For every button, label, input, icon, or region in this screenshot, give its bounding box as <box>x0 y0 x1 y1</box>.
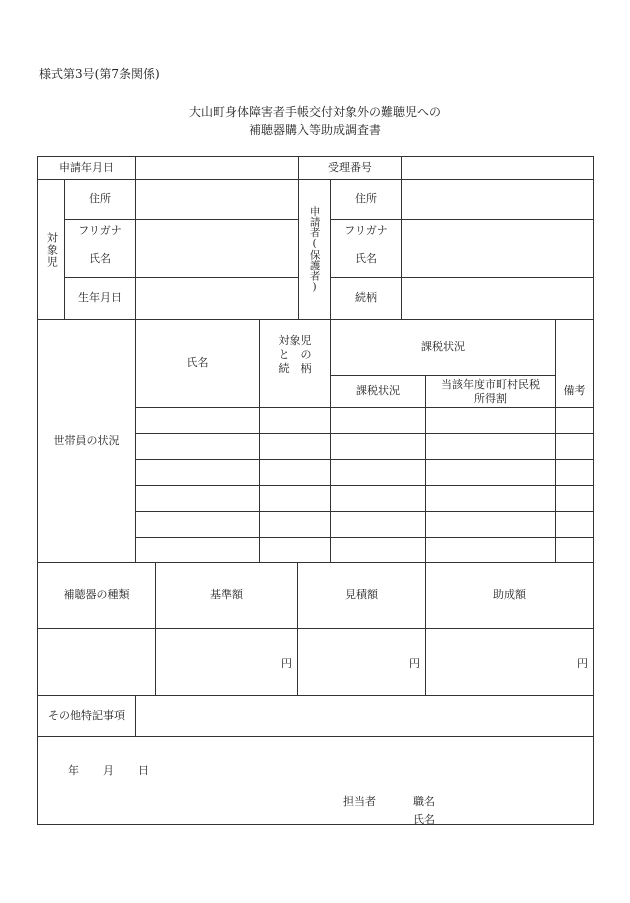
footer-year: 年 <box>68 764 79 777</box>
child-name-label: 氏名 <box>89 251 111 265</box>
child-birthdate-field[interactable] <box>136 278 298 319</box>
household-col-income-line2: 所得割 <box>474 391 507 405</box>
applicant-relation-field[interactable] <box>402 278 593 319</box>
hearing-aid-type-label: 補聴器の種類 <box>63 588 130 602</box>
household-col-relation-line1: 対象児 <box>278 334 312 347</box>
estimate-amount-unit: 円 <box>409 657 420 670</box>
footer-position-label: 職名 <box>413 795 435 808</box>
household-col-tax-group: 課税状況 <box>421 340 465 354</box>
applicant-address-label: 住所 <box>355 192 377 206</box>
household-section-label: 世帯員の状況 <box>53 433 120 447</box>
subsidy-amount-unit: 円 <box>577 657 588 670</box>
household-col-remarks: 備考 <box>563 384 586 398</box>
receipt-number-field[interactable] <box>402 157 593 179</box>
child-name-field[interactable] <box>136 220 298 277</box>
household-col-relation-line3: 続 柄 <box>278 361 312 375</box>
form-title-line2: 補聴器購入等助成調査書 <box>248 123 381 137</box>
household-col-relation <box>260 334 330 375</box>
form-number: 様式第3号(第7条関係) <box>39 67 160 81</box>
footer-name-label: 氏名 <box>413 813 435 826</box>
estimate-amount-label: 見積額 <box>345 588 378 602</box>
household-col-income <box>426 376 555 407</box>
other-notes-field[interactable] <box>136 696 593 736</box>
household-col-name: 氏名 <box>186 356 209 370</box>
household-col-income-line1: 当該年度市町村民税 <box>441 378 540 392</box>
applicant-name-label: 氏名 <box>355 251 377 265</box>
applicant-furigana-label: フリガナ <box>344 223 388 237</box>
footer-day: 日 <box>138 764 149 777</box>
application-date-label: 申請年月日 <box>59 160 114 174</box>
household-col-tax-status: 課税状況 <box>356 384 400 398</box>
child-furigana-label: フリガナ <box>78 223 122 237</box>
child-group-label: 対象児 <box>45 231 59 268</box>
footer-month: 月 <box>103 764 114 777</box>
child-address-label: 住所 <box>89 192 111 206</box>
household-col-relation-line2: と の <box>278 347 312 361</box>
application-date-field[interactable] <box>136 157 298 179</box>
footer-person-label: 担当者 <box>343 795 376 808</box>
standard-amount-unit: 円 <box>281 657 292 670</box>
child-address-field[interactable] <box>136 180 298 219</box>
other-notes-label: その他特記事項 <box>48 708 125 722</box>
receipt-number-label: 受理番号 <box>328 160 372 174</box>
applicant-name-field[interactable] <box>402 220 593 277</box>
subsidy-amount-label: 助成額 <box>493 588 526 602</box>
applicant-relation-label: 続柄 <box>355 291 377 305</box>
standard-amount-label: 基準額 <box>210 588 243 602</box>
hearing-aid-type-field[interactable] <box>38 629 155 695</box>
form-title-line1: 大山町身体障害者手帳交付対象外の難聴児への <box>188 105 441 119</box>
applicant-group-label: 申請者(保護者) <box>308 206 321 293</box>
child-birthdate-label: 生年月日 <box>78 291 122 305</box>
applicant-address-field[interactable] <box>402 180 593 219</box>
